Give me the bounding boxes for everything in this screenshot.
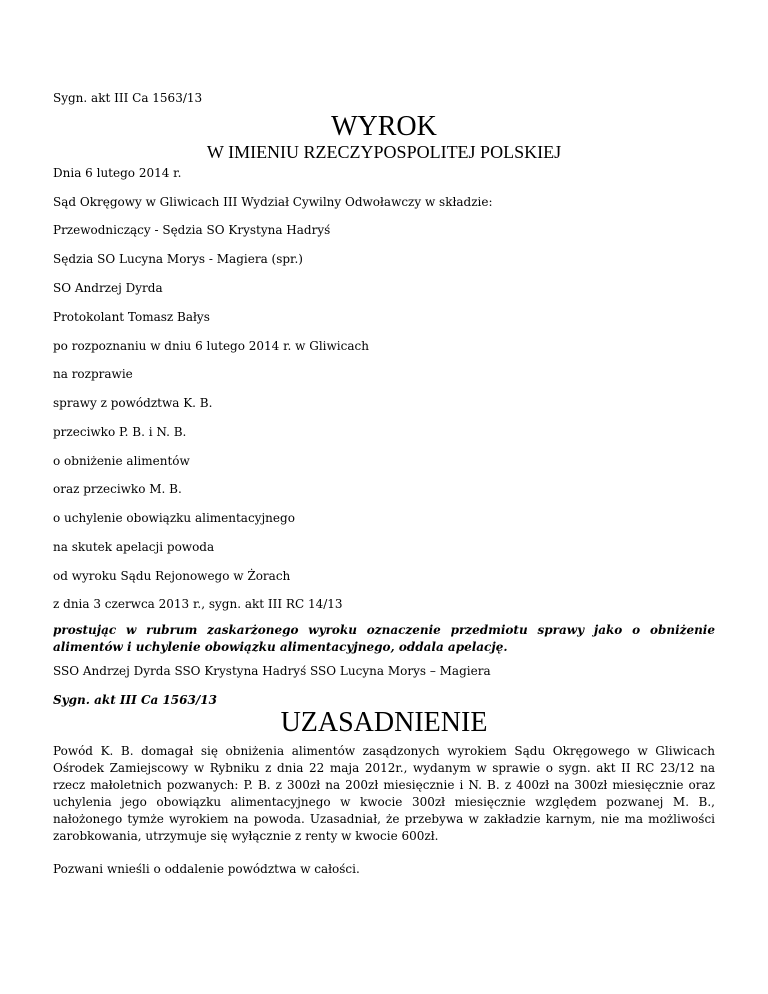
justification-case-reference: Sygn. akt III Ca 1563/13 — [53, 693, 217, 707]
appeal-line: na skutek apelacji powoda — [53, 540, 215, 554]
ruling-text: prostując w rubrum zaskarżonego wyroku oznaczenie przedmiotu sprawy jako o obniżenie alimentów i uchylenie obowiązku alimentacyjnego, oddala apelację. — [53, 623, 715, 654]
justification-title: UZASADNIENIE — [280, 707, 488, 738]
claim-subject: o obniżenie alimentów — [53, 454, 190, 468]
presiding-judge: Przewodniczący - Sędzia SO Krystyna Hadryś — [53, 223, 331, 237]
document-subtitle: W IMIENIU RZECZYPOSPOLITEJ POLSKIEJ — [206, 142, 562, 162]
second-claim-subject: o uchylenie obowiązku alimentacyjnego — [53, 511, 295, 525]
judge-rapporteur: Sędzia SO Lucyna Morys - Magiera (spr.) — [53, 252, 303, 266]
justification-paragraph: Powód K. B. domagał się obniżenia alimentów zasądzonych wyrokiem Sądu Okręgowego w Gliwicach Ośrodek Zamiejscowy w Rybniku z dnia 22 maja 2012r., wydanym w sprawie o sygn. akt II RC 23/12 na rzecz małoletnich pozwanych: P. B. z 300zł na 200zł miesięcznie i N. B. z 400zł na 300zł miesięcznie oraz uchylenia jego obowiązku alimentacyjnego w kwocie 300zł miesięcznie względem pozwanej M. B., nałożonego tymże wyrokiem na powoda. Uzasadniał, że przebywa w zakładzie karnym, nie ma możliwości zarobkowania, utrzymuje się wyłącznie z renty w kwocie 600zł. — [53, 744, 715, 843]
plaintiff-line: sprawy z powództwa K. B. — [53, 396, 213, 410]
defendants-line: przeciwko P. B. i N. B. — [53, 425, 187, 439]
hearing-info: po rozpoznaniu w dniu 6 lutego 2014 r. w Gliwicach — [53, 339, 369, 353]
judgment-date: Dnia 6 lutego 2014 r. — [53, 166, 182, 180]
second-defendant-line: oraz przeciwko M. B. — [53, 482, 182, 496]
judge-signatures: SSO Andrzej Dyrda SSO Krystyna Hadryś SSO Lucyna Morys – Magiera — [53, 664, 491, 678]
case-reference: Sygn. akt III Ca 1563/13 — [53, 91, 203, 105]
justification-paragraph: Pozwani wnieśli o oddalenie powództwa w całości. — [53, 862, 360, 876]
court-clerk: Protokolant Tomasz Bałys — [53, 310, 210, 324]
hearing-type: na rozprawie — [53, 367, 133, 381]
lower-court-line: od wyroku Sądu Rejonowego w Żorach — [53, 569, 291, 583]
court-composition: Sąd Okręgowy w Gliwicach III Wydział Cywilny Odwoławczy w składzie: — [53, 195, 493, 209]
document-title: WYROK — [331, 111, 437, 142]
lower-court-judgment-line: z dnia 3 czerwca 2013 r., sygn. akt III RC 14/13 — [53, 597, 343, 611]
judge-member: SO Andrzej Dyrda — [53, 281, 163, 295]
